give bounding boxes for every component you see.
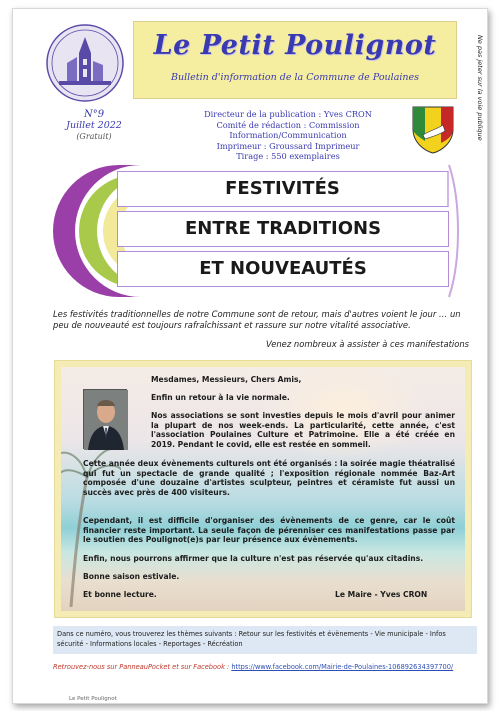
title-banner xyxy=(49,161,469,299)
issue-number: N°9 xyxy=(83,109,105,120)
publication-credits xyxy=(163,109,413,162)
letter-paragraph-5: Enfin, nous pourrons affirmer que la culture n'est pas réservée qu'aux citadins. xyxy=(83,554,424,563)
letter-paragraph-2: Nos associations se sont investies depuis le mois d'avril pour animer la plupart de nos week-ends. La particularité, cette année, c'est l'association Poulaines Culture et Patrimoine. Elle a été créée en 2019. Pendant le covid, elle est restée en sommeil. xyxy=(151,411,455,449)
banner-line-1: FESTIVITÉS xyxy=(117,171,449,207)
facebook-link[interactable]: https://www.facebook.com/Mairie-de-Poulaines-106892634397700/ xyxy=(231,663,454,671)
letter-text xyxy=(61,367,465,611)
letter-paragraph-4: Cependant, il est difficile d'organiser des évènements de ce genre, car le coût financier reste important. La seule façon de pérenniser ces manifestations passe par le soutien des Poulignot(e)s par leur présence aux évènements. xyxy=(83,516,455,545)
letter-paragraph-7: Et bonne lecture. xyxy=(83,590,157,599)
issue-date: Juillet 2022 xyxy=(66,120,122,131)
letter-signature: Le Maire - Yves CRON xyxy=(335,590,428,599)
newsletter-subtitle: Bulletin d'information de la Commune de Poulaines xyxy=(170,72,420,83)
letter-paragraph-6: Bonne saison estivale. xyxy=(83,572,180,581)
newsletter-title: Le Petit Poulignot xyxy=(153,30,437,61)
credit-committee: Comité de rédaction : Commission Information/Communication xyxy=(216,119,360,140)
letter-paragraph-3: Cette année deux évènements culturels ont été organisés : la soirée magie théatralisé qui fut un spectacle de grande qualité ; l'exposition régionale nommée Baz-Art composée d'une douzaine d'artistes sculpteur, peintres et céramiste fut aussi un succès avec près de 400 visiteurs. xyxy=(83,459,455,497)
issue-price: (Gratuit) xyxy=(76,132,112,141)
newsletter-page xyxy=(12,8,488,704)
mayor-letter xyxy=(55,361,471,617)
banner-line-3: ET NOUVEAUTÉS xyxy=(117,251,449,287)
coat-of-arms-icon xyxy=(411,105,455,155)
footer-name: Le Petit Poulignot xyxy=(69,696,117,702)
side-note: Ne pas jeter sur la voie publique xyxy=(476,35,484,141)
social-lead: Retrouvez-nous sur PanneauPocket et sur Facebook : xyxy=(53,663,230,671)
masthead xyxy=(133,21,457,99)
intro-text: Les festivités traditionnelles de notre Commune sont de retour, mais d'autres voient le jour … un peu de nouveauté est toujours rafraîchissant et rassure sur notre vitalité associative. xyxy=(53,309,461,330)
issue-contents: Dans ce numéro, vous trouverez les thèmes suivants : Retour sur les festivités et évènements - Vie municipale - Infos sécurité - Informations locales - Reportages - Récréation xyxy=(53,626,477,654)
issue-info xyxy=(59,109,129,142)
letter-paragraph-1: Enfin un retour à la vie normale. xyxy=(151,393,290,402)
social-links xyxy=(53,663,477,671)
letter-greeting: Mesdames, Messieurs, Chers Amis, xyxy=(151,375,302,384)
credit-director: Directeur de la publication : Yves CRON xyxy=(204,109,372,119)
credit-printer: Imprimeur : Groussard Imprimeur xyxy=(216,140,360,151)
banner-line-2: ENTRE TRADITIONS xyxy=(117,211,449,247)
town-seal-icon xyxy=(45,23,125,103)
credit-print-run: Tirage : 550 exemplaires xyxy=(236,151,340,161)
intro-invitation: Venez nombreux à assister à ces manifestations xyxy=(265,339,469,349)
